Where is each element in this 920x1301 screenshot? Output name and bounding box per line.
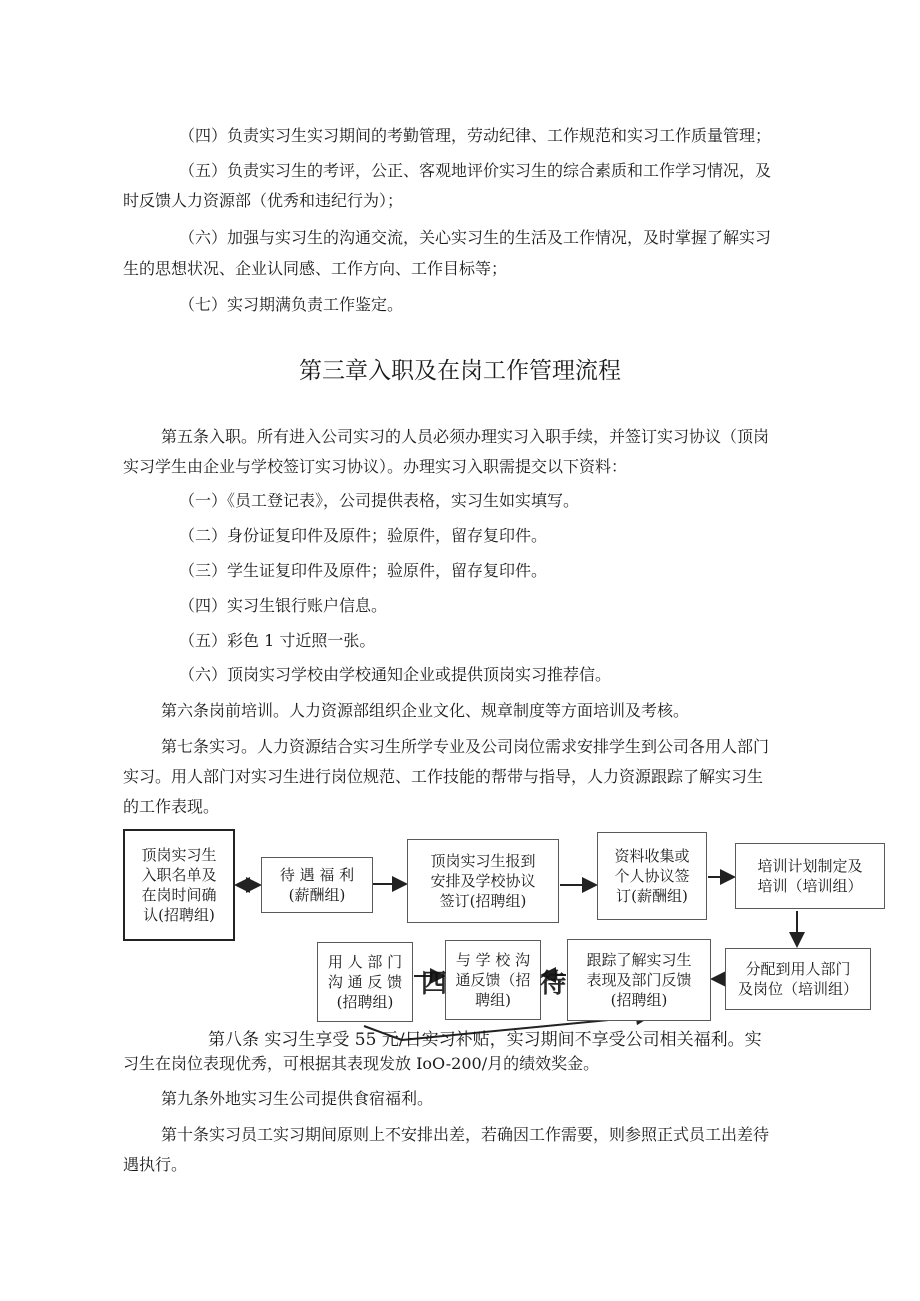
duty-6-line1: （六）加强与实习生的沟通交流，关心实习生的生活及工作情况，及时掌握了解实习 xyxy=(179,228,772,247)
article8-line1: 第八条 实习生享受 55 元/日实习补贴，实习期间不享受公司相关福利。实 xyxy=(208,1030,762,1050)
article5-line2: 实习学生由企业与学校签订实习协议）。办理实习入职需提交以下资料： xyxy=(123,457,628,476)
article10-line2: 遇执行。 xyxy=(123,1155,188,1174)
flow-box-report-agreement: 顶岗实习生报到 安排及学校协议 签订(招聘组) xyxy=(407,839,559,923)
article7-line1: 第七条实习。人力资源结合实习生所学专业及公司岗位需求安排学生到公司各用人部门 xyxy=(161,737,770,756)
article10-line1: 第十条实习员工实习期间原则上不安排出差，若确因工作需要，则参照正式员工出差待 xyxy=(161,1125,770,1144)
duty-4: （四）负责实习生实习期间的考勤管理，劳动纪律、工作规范和实习工作质量管理； xyxy=(179,126,772,145)
article5-item-1: （一）《员工登记表》，公司提供表格，实习生如实填写。 xyxy=(179,491,580,510)
article6: 第六条岗前培训。人力资源部组织企业文化、规章制度等方面培训及考核。 xyxy=(161,701,690,720)
article5-item-2: （二）身份证复印件及原件；验原件，留存复印件。 xyxy=(179,526,548,545)
article8-line2: 习生在岗位表现优秀，可根据其表现发放 IoO-200/月的绩效奖金。 xyxy=(123,1054,600,1073)
flow-box-intern-list: 顶岗实习生 入职名单及 在岗时间确 认(招聘组) xyxy=(123,829,235,941)
flow-overlay-text-2: 待 xyxy=(540,969,567,999)
article5-item-5: （五）彩色 1 寸近照一张。 xyxy=(179,631,376,650)
duty-5-line1: （五）负责实习生的考评，公正、客观地评价实习生的综合素质和工作学习情况，及 xyxy=(179,161,772,180)
duty-5-line2: 时反馈人力资源部（优秀和违纪行为）； xyxy=(123,191,404,210)
chapter-title: 第三章入职及在岗工作管理流程 xyxy=(299,358,621,384)
article9: 第九条外地实习生公司提供食宿福利。 xyxy=(161,1089,434,1108)
article7-line3: 的工作表现。 xyxy=(123,797,220,816)
flow-box-document-collection: 资料收集或 个人协议签 订(薪酬组) xyxy=(597,832,707,920)
flow-overlay-text-1: 四 xyxy=(421,969,448,999)
article5-item-6: （六）顶岗实习学校由学校通知企业或提供顶岗实习推荐信。 xyxy=(179,665,612,684)
article7-line2: 实习。用人部门对实习生进行岗位规范、工作技能的帮带与指导，人力资源跟踪了解实习生 xyxy=(123,767,764,786)
article5-line1: 第五条入职。所有进入公司实习的人员必须办理实习入职手续，并签订实习协议（顶岗 xyxy=(161,427,770,446)
flow-box-assignment: 分配到用人部门 及岗位（培训组） xyxy=(725,948,871,1010)
flow-box-tracking: 跟踪了解实习生 表现及部门反馈 (招聘组) xyxy=(567,939,711,1021)
flow-box-school-feedback: 与 学 校 沟 通反馈（招 聘组) xyxy=(445,940,541,1020)
flow-box-dept-feedback: 用 人 部 门 沟 通 反 馈 (招聘组) xyxy=(317,942,413,1022)
duty-7: （七）实习期满负责工作鉴定。 xyxy=(179,295,404,314)
flow-box-benefits: 待 遇 福 利 (薪酬组) xyxy=(261,857,373,913)
flow-box-training: 培训计划制定及 培训（培训组） xyxy=(735,843,885,909)
article5-item-4: （四）实习生银行账户信息。 xyxy=(179,596,388,615)
duty-6-line2: 生的思想状况、企业认同感、工作方向、工作目标等； xyxy=(123,259,508,278)
article5-item-3: （三）学生证复印件及原件；验原件，留存复印件。 xyxy=(179,561,548,580)
